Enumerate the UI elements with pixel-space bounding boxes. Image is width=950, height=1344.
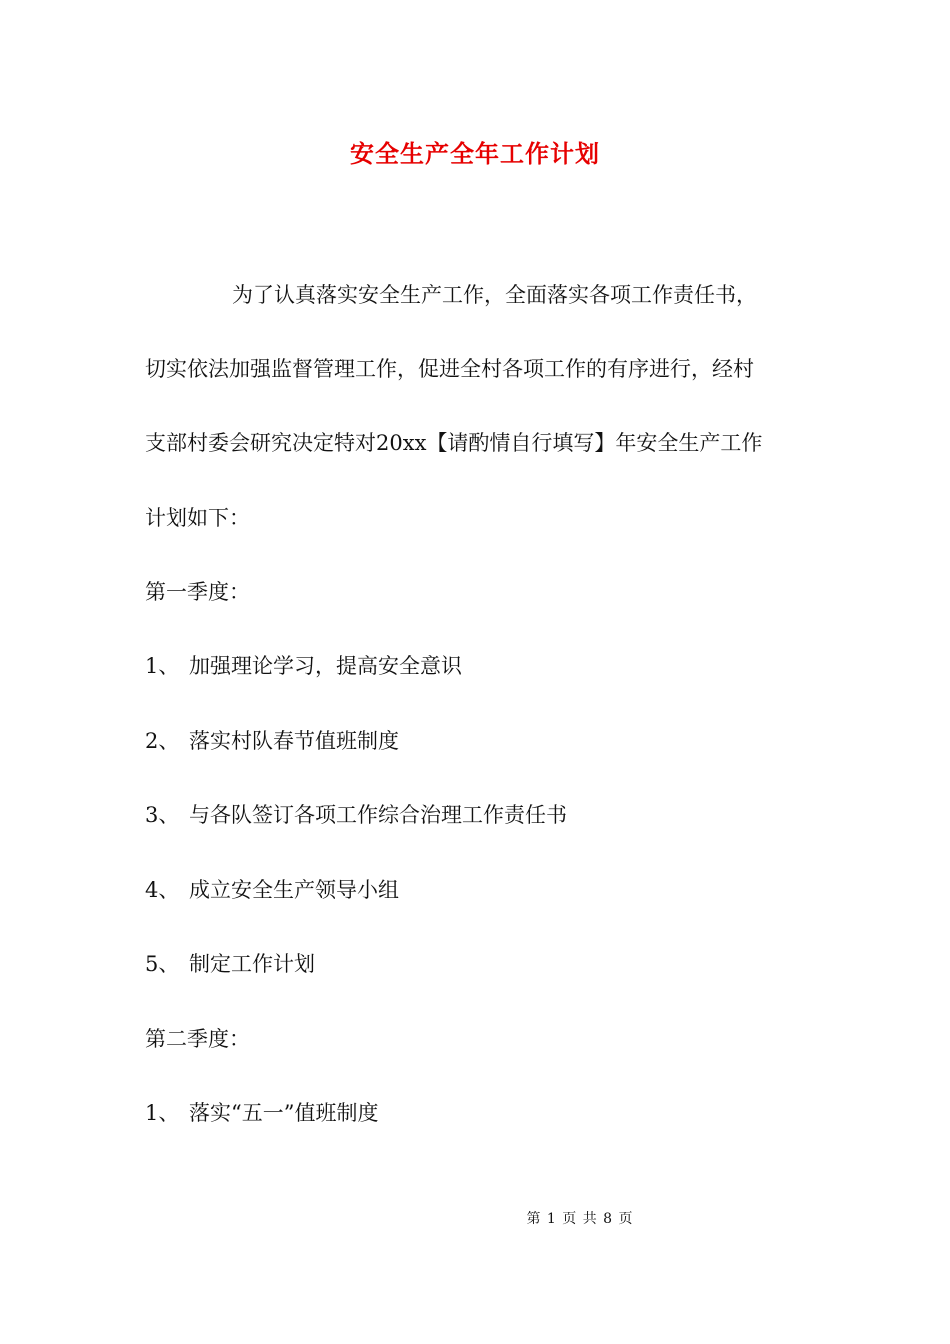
list-item-number: 1、: [145, 1101, 180, 1125]
list-item: [145, 1098, 378, 1128]
list-item-text: 落实村队春节值班制度: [189, 729, 399, 753]
intro-line-4: 计划如下：: [145, 506, 250, 530]
list-item-text: 与各队签订各项工作综合治理工作责任书: [189, 803, 567, 827]
intro-line-3: 支部村委会研究决定特对20xx【请酌情自行填写】年安全生产工作: [145, 431, 763, 455]
list-item-number: 2、: [145, 729, 180, 753]
section1-heading: 第一季度：: [145, 580, 250, 604]
intro-line-2: 切实依法加强监督管理工作，促进全村各项工作的有序进行，经村: [145, 357, 754, 381]
page-number-footer: 第 1 页 共 8 页: [526, 1211, 634, 1227]
list-item: [145, 949, 315, 979]
list-item-text: 制定工作计划: [189, 952, 315, 976]
list-item: [145, 800, 567, 830]
list-item: [145, 726, 399, 756]
list-item-text: 加强理论学习，提高安全意识: [189, 654, 462, 678]
list-item-number: 3、: [145, 803, 180, 827]
document-title: 安全生产全年工作计划: [350, 139, 600, 168]
list-item-number: 1、: [145, 654, 180, 678]
list-item-number: 4、: [145, 878, 180, 902]
list-item: [145, 875, 399, 905]
section2-heading: 第二季度：: [145, 1027, 250, 1051]
list-item-text: 落实“五一”值班制度: [189, 1101, 379, 1125]
list-item: [145, 651, 462, 681]
list-item-number: 5、: [145, 952, 180, 976]
intro-line-1: 为了认真落实安全生产工作，全面落实各项工作责任书，: [232, 283, 757, 307]
list-item-text: 成立安全生产领导小组: [189, 878, 399, 902]
